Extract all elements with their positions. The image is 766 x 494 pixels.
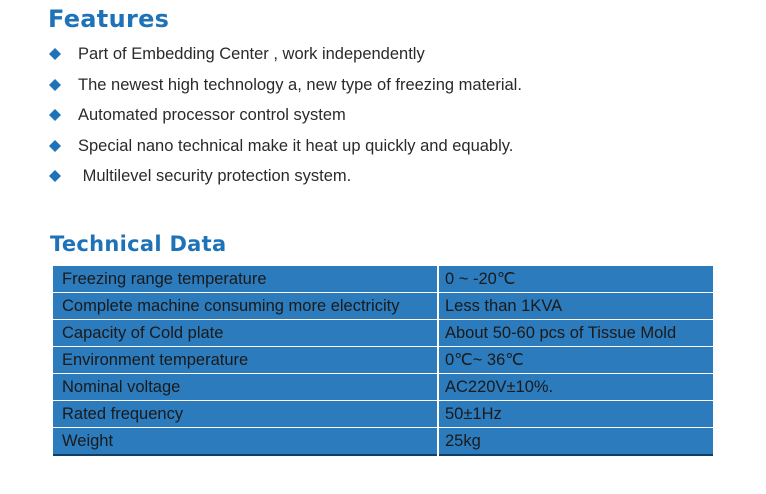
diamond-icon (49, 109, 61, 121)
row-value: About 50-60 pcs of Tissue Mold (438, 320, 713, 347)
row-label: Freezing range temperature (53, 266, 438, 293)
row-value: 0 ~ -20℃ (438, 266, 713, 293)
feature-item (48, 100, 688, 131)
row-value: 0℃~ 36℃ (438, 347, 713, 374)
feature-text: Special nano technical make it heat up quickly and equably. (78, 136, 514, 155)
row-label: Capacity of Cold plate (53, 320, 438, 347)
feature-text: The newest high technology a, new type of freezing material. (78, 75, 522, 94)
row-value: 25kg (438, 428, 713, 456)
diamond-icon (49, 170, 61, 182)
feature-text: Automated processor control system (78, 106, 346, 124)
row-label: Environment temperature (53, 347, 438, 374)
feature-item (48, 70, 688, 101)
feature-text: Multilevel security protection system. (78, 167, 352, 185)
features-list (48, 39, 688, 192)
feature-item (48, 131, 688, 162)
feature-item (48, 161, 688, 192)
diamond-icon (49, 48, 61, 60)
feature-text: Part of Embedding Center , work independently (78, 45, 425, 63)
table-row (53, 401, 713, 428)
row-label: Complete machine consuming more electricity (53, 293, 438, 320)
technical-data-table (53, 265, 713, 456)
table-row (53, 320, 713, 347)
row-label: Rated frequency (53, 401, 438, 428)
table-row (53, 293, 713, 320)
row-value: 50±1Hz (438, 401, 713, 428)
row-value: AC220V±10%. (438, 374, 713, 401)
table-row (53, 428, 713, 456)
table-row (53, 266, 713, 293)
row-label: Nominal voltage (53, 374, 438, 401)
features-heading: Features (48, 5, 170, 33)
feature-item (48, 39, 688, 70)
row-value: Less than 1KVA (438, 293, 713, 320)
table-row (53, 347, 713, 374)
diamond-icon (49, 79, 61, 91)
row-label: Weight (53, 428, 438, 456)
table-row (53, 374, 713, 401)
technical-data-heading: Technical Data (50, 232, 227, 256)
diamond-icon (49, 140, 61, 152)
